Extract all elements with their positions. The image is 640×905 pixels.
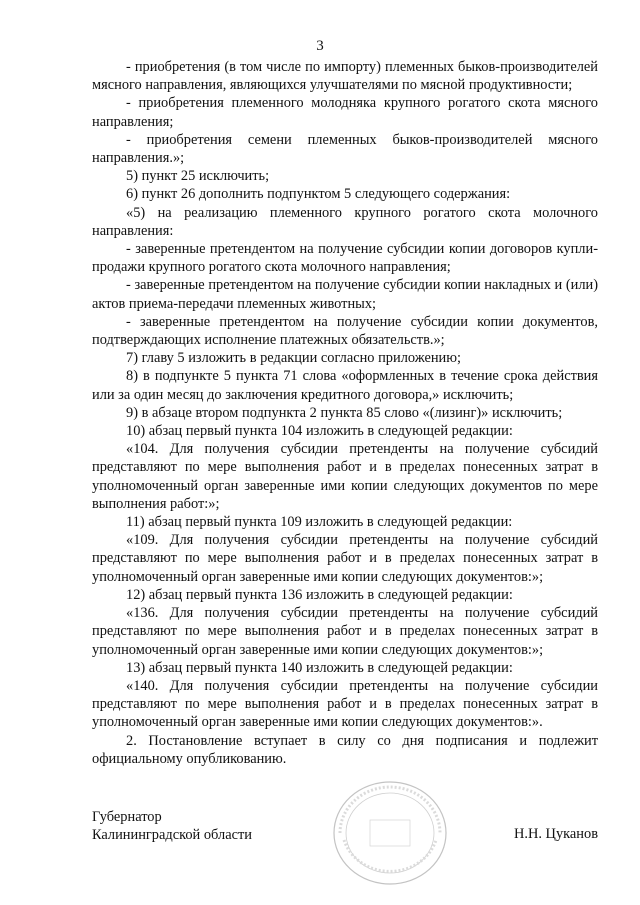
paragraph: 10) абзац первый пункта 104 изложить в следующей редакции:	[126, 423, 513, 440]
signatory-title: Губернатор	[92, 809, 162, 825]
paragraph: - заверенные претендентом на получение субсидии копии накладных и (или) актов приема-передачи племенных животных;	[92, 277, 598, 312]
paragraph: - приобретения семени племенных быков-производителей мясного направления.»;	[92, 131, 598, 167]
final-paragraph: 2. Постановление вступает в силу со дня подписания и подлежит официальному опубликованию.	[92, 732, 598, 767]
paragraph: 5) пункт 25 исключить;	[126, 168, 270, 185]
paragraph: «109. Для получения субсидии претенденты на получение субсидий представляют по мере выполнения работ и в пределах понесенных затрат в уполномоченный орган заверенные ими копии следующих документов:»;	[92, 532, 598, 585]
paragraph: «5) на реализацию племенного крупного рогатого скота молочного направления:	[92, 204, 598, 239]
paragraph: 8) в подпункте 5 пункта 71 слова «оформленных в течение срока действия или за один месяц до заключения кредитного договора,» исключить;	[92, 368, 598, 403]
paragraph: - приобретения (в том числе по импорту) племенных быков-производителей мясного направления, являющихся улучшателями по мясной продуктивности;	[92, 59, 598, 94]
page-number: 3	[316, 38, 324, 54]
signature-block	[92, 808, 598, 868]
paragraph: 13) абзац первый пункта 140 изложить в следующей редакции:	[126, 659, 513, 676]
paragraph: «140. Для получения субсидии претенденты на получение субсидии представляют по мере выполнения работ и в пределах понесенных затрат в уполномоченный орган заверенные ими копии следующих документов:».	[92, 677, 598, 731]
signatory-name: Н.Н. Цуканов	[513, 826, 598, 842]
paragraph: 9) в абзаце втором подпункта 2 пункта 85 слово «(лизинг)» исключить;	[126, 404, 563, 421]
paragraph: «136. Для получения субсидии претенденты на получение субсидий представляют по мере выполнения работ и в пределах понесенных затрат в уполномоченный орган заверенные ими копии следующих документов:»;	[92, 605, 598, 658]
paragraph: 12) абзац первый пункта 136 изложить в следующей редакции:	[126, 586, 513, 603]
paragraph: - приобретения племенного молодняка крупного рогатого скота мясного направления;	[92, 95, 598, 130]
paragraph: 7) главу 5 изложить в редакции согласно приложению;	[126, 350, 462, 367]
signatory-region: Калининградской области	[92, 827, 252, 843]
paragraph: - заверенные претендентом на получение субсидии копии документов, подтверждающих исполнение платежных обязательств.»;	[92, 313, 598, 349]
paragraph: - заверенные претендентом на получение субсидии копии договоров купли-продажи крупного рогатого скота молочного направления;	[92, 241, 598, 276]
document-body	[92, 58, 598, 768]
paragraph: «104. Для получения субсидии претенденты на получение субсидий представляют по мере выполнения работ и в пределах понесенных затрат в уполномоченный орган заверенные ими копии следующих документов по мере выполнения работ:»;	[92, 441, 598, 512]
paragraph: 11) абзац первый пункта 109 изложить в следующей редакции:	[126, 514, 513, 531]
paragraph: 6) пункт 26 дополнить подпунктом 5 следующего содержания:	[126, 186, 511, 203]
